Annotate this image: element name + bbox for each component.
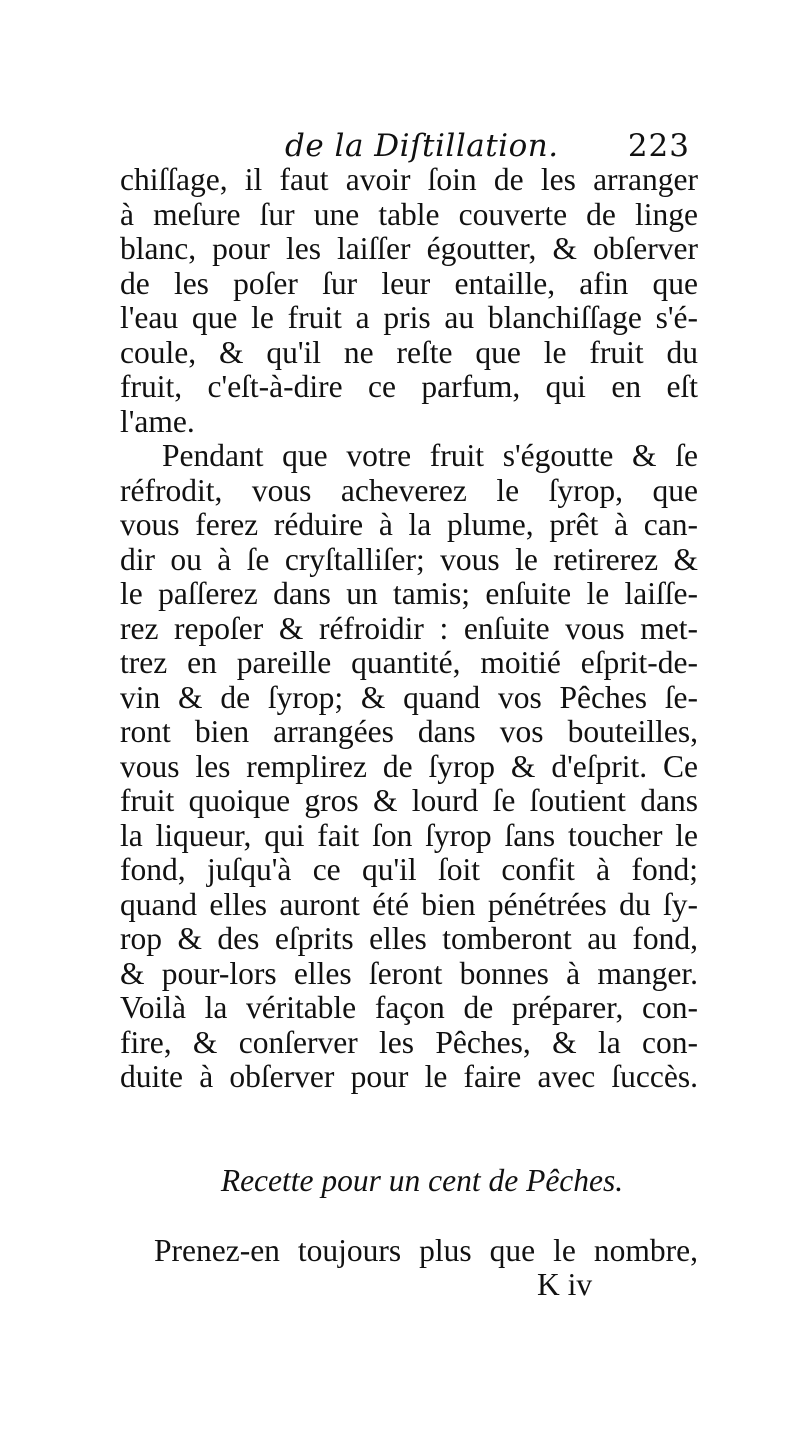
text-line: dir ou à ſe cryſtalliſer; vous le retirerez & — [120, 541, 698, 577]
text-line: l'ame. — [120, 403, 195, 439]
page-number: 223 — [627, 128, 690, 164]
text-line: Voilà la véritable façon de préparer, con- — [120, 990, 698, 1025]
text-line: fire, & conſerver les Pêches, & la con- — [120, 1024, 698, 1060]
text-line: vous ferez réduire à la plume, prêt à can- — [120, 507, 698, 542]
text-line: rez repoſer & réfroidir : enſuite vous met- — [120, 610, 698, 646]
text-line: vin & de ſyrop; & quand vos Pêches ſe- — [120, 679, 698, 715]
text-line: fruit, c'eſt-à-dire ce parfum, qui en eſt — [120, 369, 698, 404]
text-line: de les poſer ſur leur entaille, afin que — [120, 265, 698, 301]
text-line: & pour-lors elles ſeront bonnes à manger. — [120, 955, 698, 991]
text-line: duite à obſerver pour le faire avec ſuccès. — [120, 1059, 698, 1094]
text-line: réfrodit, vous acheverez le ſyrop, que — [120, 472, 698, 508]
text-line: trez en pareille quantité, moitié eſprit-de- — [120, 645, 698, 680]
paragraph-start-line: Pendant que votre fruit s'égoutte & ſe — [162, 438, 698, 473]
body-text — [120, 163, 698, 1095]
text-line: vous les remplirez de ſyrop & d'eſprit. Ce — [120, 748, 698, 784]
text-line: à meſure ſur une table couverte de linge — [120, 196, 698, 232]
text-line: rop & des eſprits elles tomberont au fond, — [120, 921, 698, 956]
text-line: blanc, pour les laiſſer égoutter, & obſerver — [120, 231, 698, 266]
signature-mark: K iv — [537, 1267, 593, 1302]
text-line: la liqueur, qui fait ſon ſyrop ſans toucher le — [120, 817, 698, 853]
recipe-heading: Recette pour un cent de Pêches. — [220, 1163, 624, 1198]
text-line: chiſſage, il faut avoir ſoin de les arranger — [120, 162, 698, 197]
text-line: fond, juſqu'à ce qu'il ſoit confit à fond; — [120, 852, 698, 887]
text-line: quand elles auront été bien pénétrées du ſy- — [120, 886, 698, 922]
text-line: ront bien arrangées dans vos bouteilles, — [120, 714, 698, 749]
text-line: l'eau que le fruit a pris au blanchiſſage s'é- — [120, 300, 698, 335]
running-title: de la Diſtillation. — [285, 128, 559, 164]
recipe-first-line: Prenez-en toujours plus que le nombre, — [154, 1233, 698, 1268]
text-line: fruit quoique gros & lourd ſe ſoutient dans — [120, 783, 698, 818]
text-line: le paſſerez dans un tamis; enſuite le laiſſe- — [120, 576, 698, 611]
text-line: coule, & qu'il ne reſte que le fruit du — [120, 334, 698, 370]
